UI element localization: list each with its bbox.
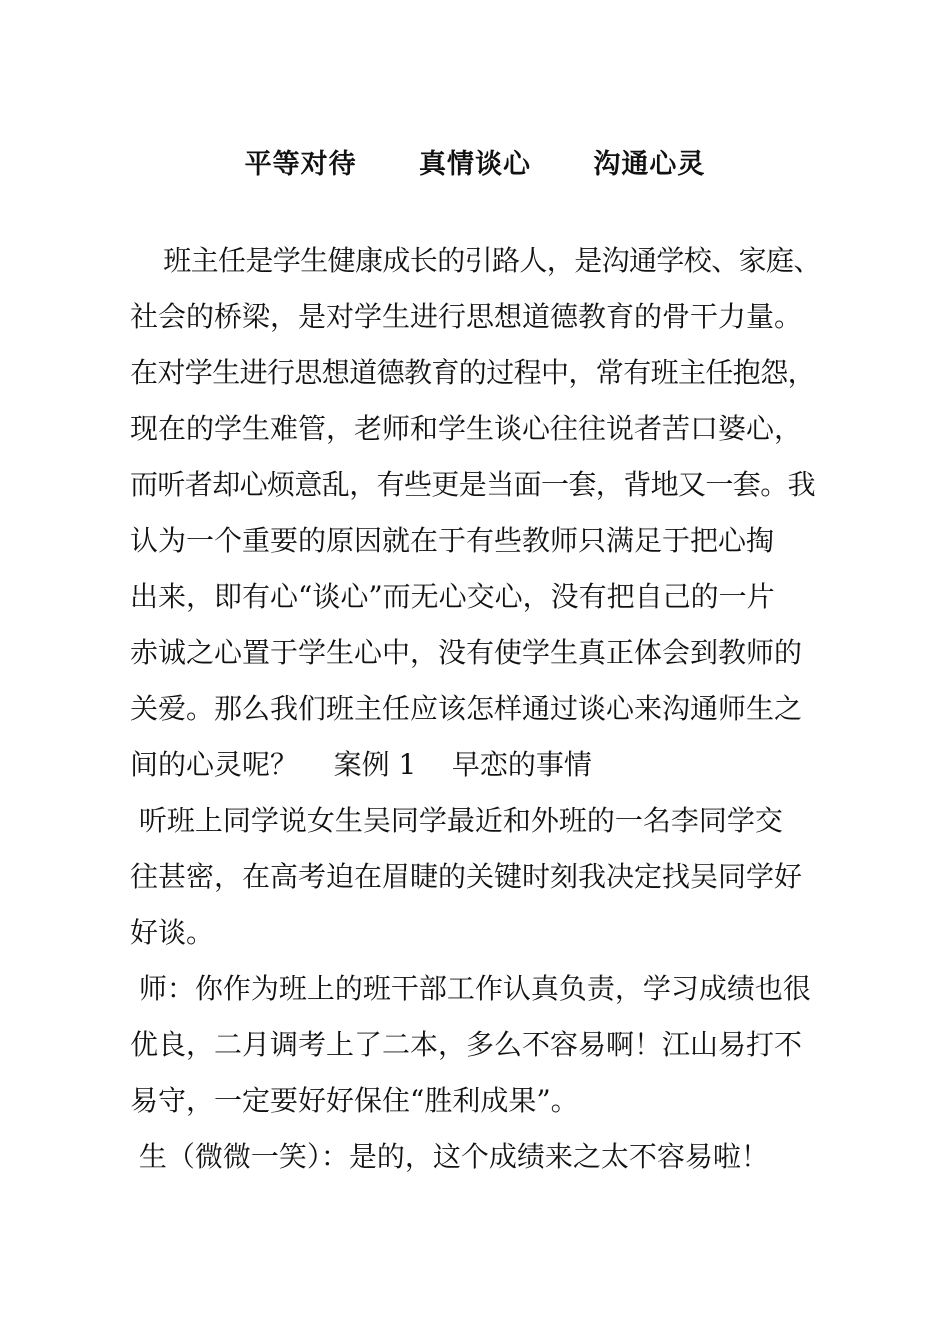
paragraph-line: 好谈。 <box>130 916 215 949</box>
paragraph-line: 优良，二月调考上了二本，多么不容易啊！江山易打不 <box>130 1028 803 1061</box>
paragraph-line: 在对学生进行思想道德教育的过程中，常有班主任抱怨， <box>130 356 816 389</box>
paragraph-line: 社会的桥梁，是对学生进行思想道德教育的骨干力量。 <box>130 300 803 333</box>
document-body <box>130 241 840 1193</box>
paragraph-line: 而听者却心烦意乱，有些更是当面一套，背地又一套。我 <box>130 468 816 501</box>
paragraph-line: 易守，一定要好好保住“胜利成果”。 <box>130 1084 579 1117</box>
paragraph-line: 往甚密，在高考迫在眉睫的关键时刻我决定找吴同学好 <box>130 860 803 893</box>
paragraph-line: 生（微微一笑）：是的，这个成绩来之太不容易啦！ <box>130 1140 769 1173</box>
document-title: 平等对待 真情谈心 沟通心灵 <box>244 149 706 180</box>
paragraph-line: 现在的学生难管，老师和学生谈心往往说者苦口婆心， <box>130 412 803 445</box>
paragraph-line: 师：你作为班上的班干部工作认真负责，学习成绩也很 <box>130 972 811 1005</box>
paragraph-line: 出来，即有心“谈心”而无心交心，没有把自己的一片 <box>130 580 775 613</box>
paragraph-line: 认为一个重要的原因就在于有些教师只满足于把心掏 <box>130 524 775 557</box>
paragraph-line: 班主任是学生健康成长的引路人，是沟通学校、家庭、 <box>130 244 821 277</box>
paragraph-line: 赤诚之心置于学生心中，没有使学生真正体会到教师的 <box>130 636 803 669</box>
paragraph-line: 听班上同学说女生吴同学最近和外班的一名李同学交 <box>130 804 783 837</box>
paragraph-line: 间的心灵呢？ 案例 1 早恋的事情 <box>130 748 592 781</box>
paragraph-line: 关爱。那么我们班主任应该怎样通过谈心来沟通师生之 <box>130 692 803 725</box>
